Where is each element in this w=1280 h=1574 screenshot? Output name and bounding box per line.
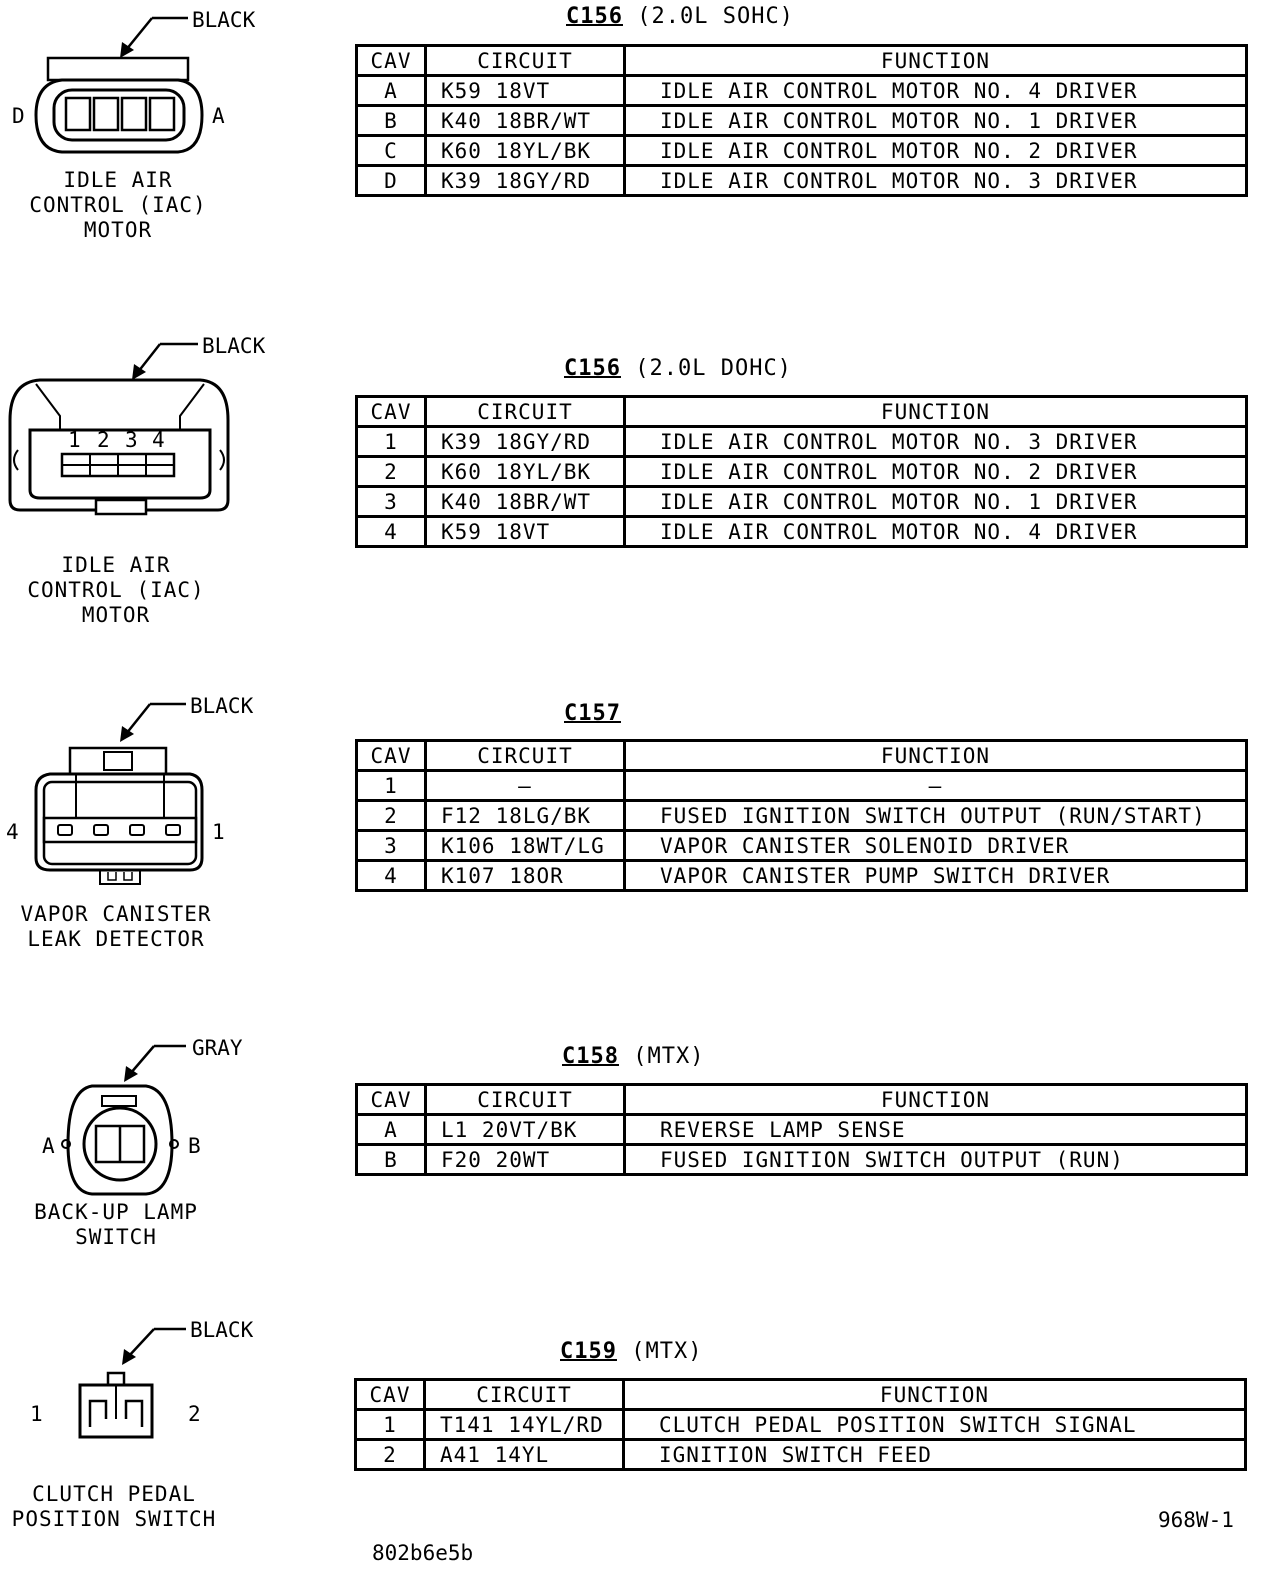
connector-color-label: BLACK (192, 8, 256, 32)
circuit-cell: K107 18OR (426, 861, 625, 891)
connector-code: C159 (560, 1339, 617, 1364)
function-header: FUNCTION (625, 397, 1247, 427)
cav-cell: 1 (357, 771, 426, 801)
pinout-table (354, 1378, 1247, 1471)
table-row (357, 76, 1247, 106)
circuit-header: CIRCUIT (426, 46, 625, 76)
circuit-cell: K39 18GY/RD (426, 427, 625, 457)
component-label (6, 902, 226, 952)
pinout-table (355, 1083, 1248, 1176)
cav-cell: A (357, 1115, 426, 1145)
pin-label-right: A (212, 104, 225, 128)
pin-label-left: 4 (6, 820, 19, 844)
cav-cell: 3 (357, 487, 426, 517)
table-row (356, 1440, 1246, 1470)
pinout-table (355, 739, 1248, 892)
function-cell: IDLE AIR CONTROL MOTOR NO. 4 DRIVER (625, 76, 1247, 106)
cav-cell: 2 (356, 1440, 425, 1470)
table-row (357, 1115, 1247, 1145)
connector-qualifier: (2.0L DOHC) (635, 356, 792, 381)
function-cell: IDLE AIR CONTROL MOTOR NO. 3 DRIVER (625, 166, 1247, 196)
component-label-line: POSITION SWITCH (11, 1507, 217, 1531)
cav-header: CAV (357, 741, 426, 771)
table-row (357, 831, 1247, 861)
pinout-table (355, 395, 1248, 548)
connector-color-label: BLACK (190, 694, 254, 718)
pin-label-left: 1 (30, 1402, 43, 1426)
function-header: FUNCTION (625, 46, 1247, 76)
component-label (16, 553, 216, 628)
circuit-header: CIRCUIT (426, 741, 625, 771)
circuit-cell: K40 18BR/WT (426, 106, 625, 136)
connector-color-label: BLACK (190, 1318, 254, 1342)
pin-number: 1 (68, 428, 81, 452)
connector-title (560, 1339, 702, 1364)
backup-lamp-switch-connector-drawing (0, 1030, 300, 1210)
connector-title (562, 1044, 704, 1069)
table-row (357, 457, 1247, 487)
component-label-line: BACK-UP LAMP (34, 1200, 198, 1224)
table-header-row (357, 1085, 1247, 1115)
circuit-cell: L1 20VT/BK (426, 1115, 625, 1145)
function-cell: IDLE AIR CONTROL MOTOR NO. 2 DRIVER (625, 136, 1247, 166)
component-label (18, 168, 218, 243)
connector-code: C156 (564, 356, 621, 381)
circuit-cell: F20 20WT (426, 1145, 625, 1175)
pinout-table (355, 44, 1248, 197)
table-row (356, 1410, 1246, 1440)
cav-cell: 2 (357, 457, 426, 487)
connector-code: C157 (564, 701, 621, 726)
table-header-row (357, 397, 1247, 427)
pin-number: 3 (125, 428, 138, 452)
connector-color-label: GRAY (192, 1036, 243, 1060)
connector-code: C158 (562, 1044, 619, 1069)
component-label-line: SWITCH (75, 1225, 157, 1249)
function-cell: IGNITION SWITCH FEED (624, 1440, 1246, 1470)
clutch-pedal-switch-connector-drawing (0, 1315, 300, 1445)
connector-qualifier: (2.0L SOHC) (637, 4, 794, 29)
circuit-cell: K40 18BR/WT (426, 487, 625, 517)
cav-cell: B (357, 106, 426, 136)
function-cell: FUSED IGNITION SWITCH OUTPUT (RUN) (625, 1145, 1247, 1175)
connector-title (564, 356, 792, 381)
pin-label-right: 2 (188, 1402, 201, 1426)
pin-label-right: 1 (212, 820, 225, 844)
function-cell: IDLE AIR CONTROL MOTOR NO. 2 DRIVER (625, 457, 1247, 487)
cav-cell: A (357, 76, 426, 106)
table-row (357, 166, 1247, 196)
circuit-header: CIRCUIT (426, 1085, 625, 1115)
connector-qualifier: (MTX) (631, 1339, 703, 1364)
cav-header: CAV (357, 1085, 426, 1115)
cav-cell: 4 (357, 861, 426, 891)
function-header: FUNCTION (625, 741, 1247, 771)
function-cell: FUSED IGNITION SWITCH OUTPUT (RUN/START) (625, 801, 1247, 831)
table-header-row (357, 46, 1247, 76)
component-label-line: MOTOR (81, 603, 151, 627)
pin-number: 4 (152, 428, 165, 452)
table-row (357, 427, 1247, 457)
function-cell: – (625, 771, 1247, 801)
cav-header: CAV (357, 397, 426, 427)
component-label-line: IDLE AIR (63, 168, 173, 192)
component-label-line: CONTROL (IAC) (29, 193, 207, 217)
pin-label-left: D (12, 104, 25, 128)
cav-cell: 2 (357, 801, 426, 831)
circuit-header: CIRCUIT (426, 397, 625, 427)
table-header-row (356, 1380, 1246, 1410)
component-label-line: MOTOR (83, 218, 153, 242)
cav-cell: 1 (357, 427, 426, 457)
function-cell: VAPOR CANISTER PUMP SWITCH DRIVER (625, 861, 1247, 891)
function-cell: IDLE AIR CONTROL MOTOR NO. 4 DRIVER (625, 517, 1247, 547)
component-label (4, 1482, 224, 1532)
table-row (357, 106, 1247, 136)
circuit-cell: – (426, 771, 625, 801)
iac-motor-connector-dohc-drawing (0, 330, 300, 550)
component-label (16, 1200, 216, 1250)
cav-cell: B (357, 1145, 426, 1175)
vapor-canister-connector-drawing (0, 690, 300, 900)
pin-label-left: A (42, 1134, 55, 1158)
connector-color-label: BLACK (202, 334, 266, 358)
component-label-line: CONTROL (IAC) (27, 578, 205, 602)
function-cell: IDLE AIR CONTROL MOTOR NO. 3 DRIVER (625, 427, 1247, 457)
function-cell: CLUTCH PEDAL POSITION SWITCH SIGNAL (624, 1410, 1246, 1440)
cav-cell: D (357, 166, 426, 196)
circuit-cell: K39 18GY/RD (426, 166, 625, 196)
circuit-cell: F12 18LG/BK (426, 801, 625, 831)
pin-label-right: B (188, 1134, 201, 1158)
circuit-cell: K60 18YL/BK (426, 136, 625, 166)
function-cell: IDLE AIR CONTROL MOTOR NO. 1 DRIVER (625, 106, 1247, 136)
connector-title (566, 4, 794, 29)
cav-cell: C (357, 136, 426, 166)
cav-cell: 3 (357, 831, 426, 861)
component-label-line: VAPOR CANISTER (20, 902, 212, 926)
component-label-line: CLUTCH PEDAL (32, 1482, 196, 1506)
table-row (357, 136, 1247, 166)
function-header: FUNCTION (624, 1380, 1246, 1410)
function-cell: IDLE AIR CONTROL MOTOR NO. 1 DRIVER (625, 487, 1247, 517)
image-code: 802b6e5b (372, 1541, 474, 1565)
cav-header: CAV (357, 46, 426, 76)
cav-header: CAV (356, 1380, 425, 1410)
table-row (357, 1145, 1247, 1175)
function-cell: VAPOR CANISTER SOLENOID DRIVER (625, 831, 1247, 861)
table-row (357, 487, 1247, 517)
circuit-cell: A41 14YL (425, 1440, 624, 1470)
connector-code: C156 (566, 4, 623, 29)
circuit-header: CIRCUIT (425, 1380, 624, 1410)
cav-cell: 1 (356, 1410, 425, 1440)
figure-number: 968W-1 (1158, 1508, 1234, 1532)
circuit-cell: K106 18WT/LG (426, 831, 625, 861)
function-cell: REVERSE LAMP SENSE (625, 1115, 1247, 1145)
circuit-cell: T141 14YL/RD (425, 1410, 624, 1440)
component-label-line: LEAK DETECTOR (27, 927, 205, 951)
function-header: FUNCTION (625, 1085, 1247, 1115)
connector-title (564, 701, 621, 726)
table-header-row (357, 741, 1247, 771)
cav-cell: 4 (357, 517, 426, 547)
connector-qualifier: (MTX) (633, 1044, 705, 1069)
table-row (357, 517, 1247, 547)
table-row (357, 801, 1247, 831)
circuit-cell: K60 18YL/BK (426, 457, 625, 487)
circuit-cell: K59 18VT (426, 76, 625, 106)
pin-number: 2 (97, 428, 110, 452)
circuit-cell: K59 18VT (426, 517, 625, 547)
component-label-line: IDLE AIR (61, 553, 171, 577)
table-row (357, 771, 1247, 801)
table-row (357, 861, 1247, 891)
